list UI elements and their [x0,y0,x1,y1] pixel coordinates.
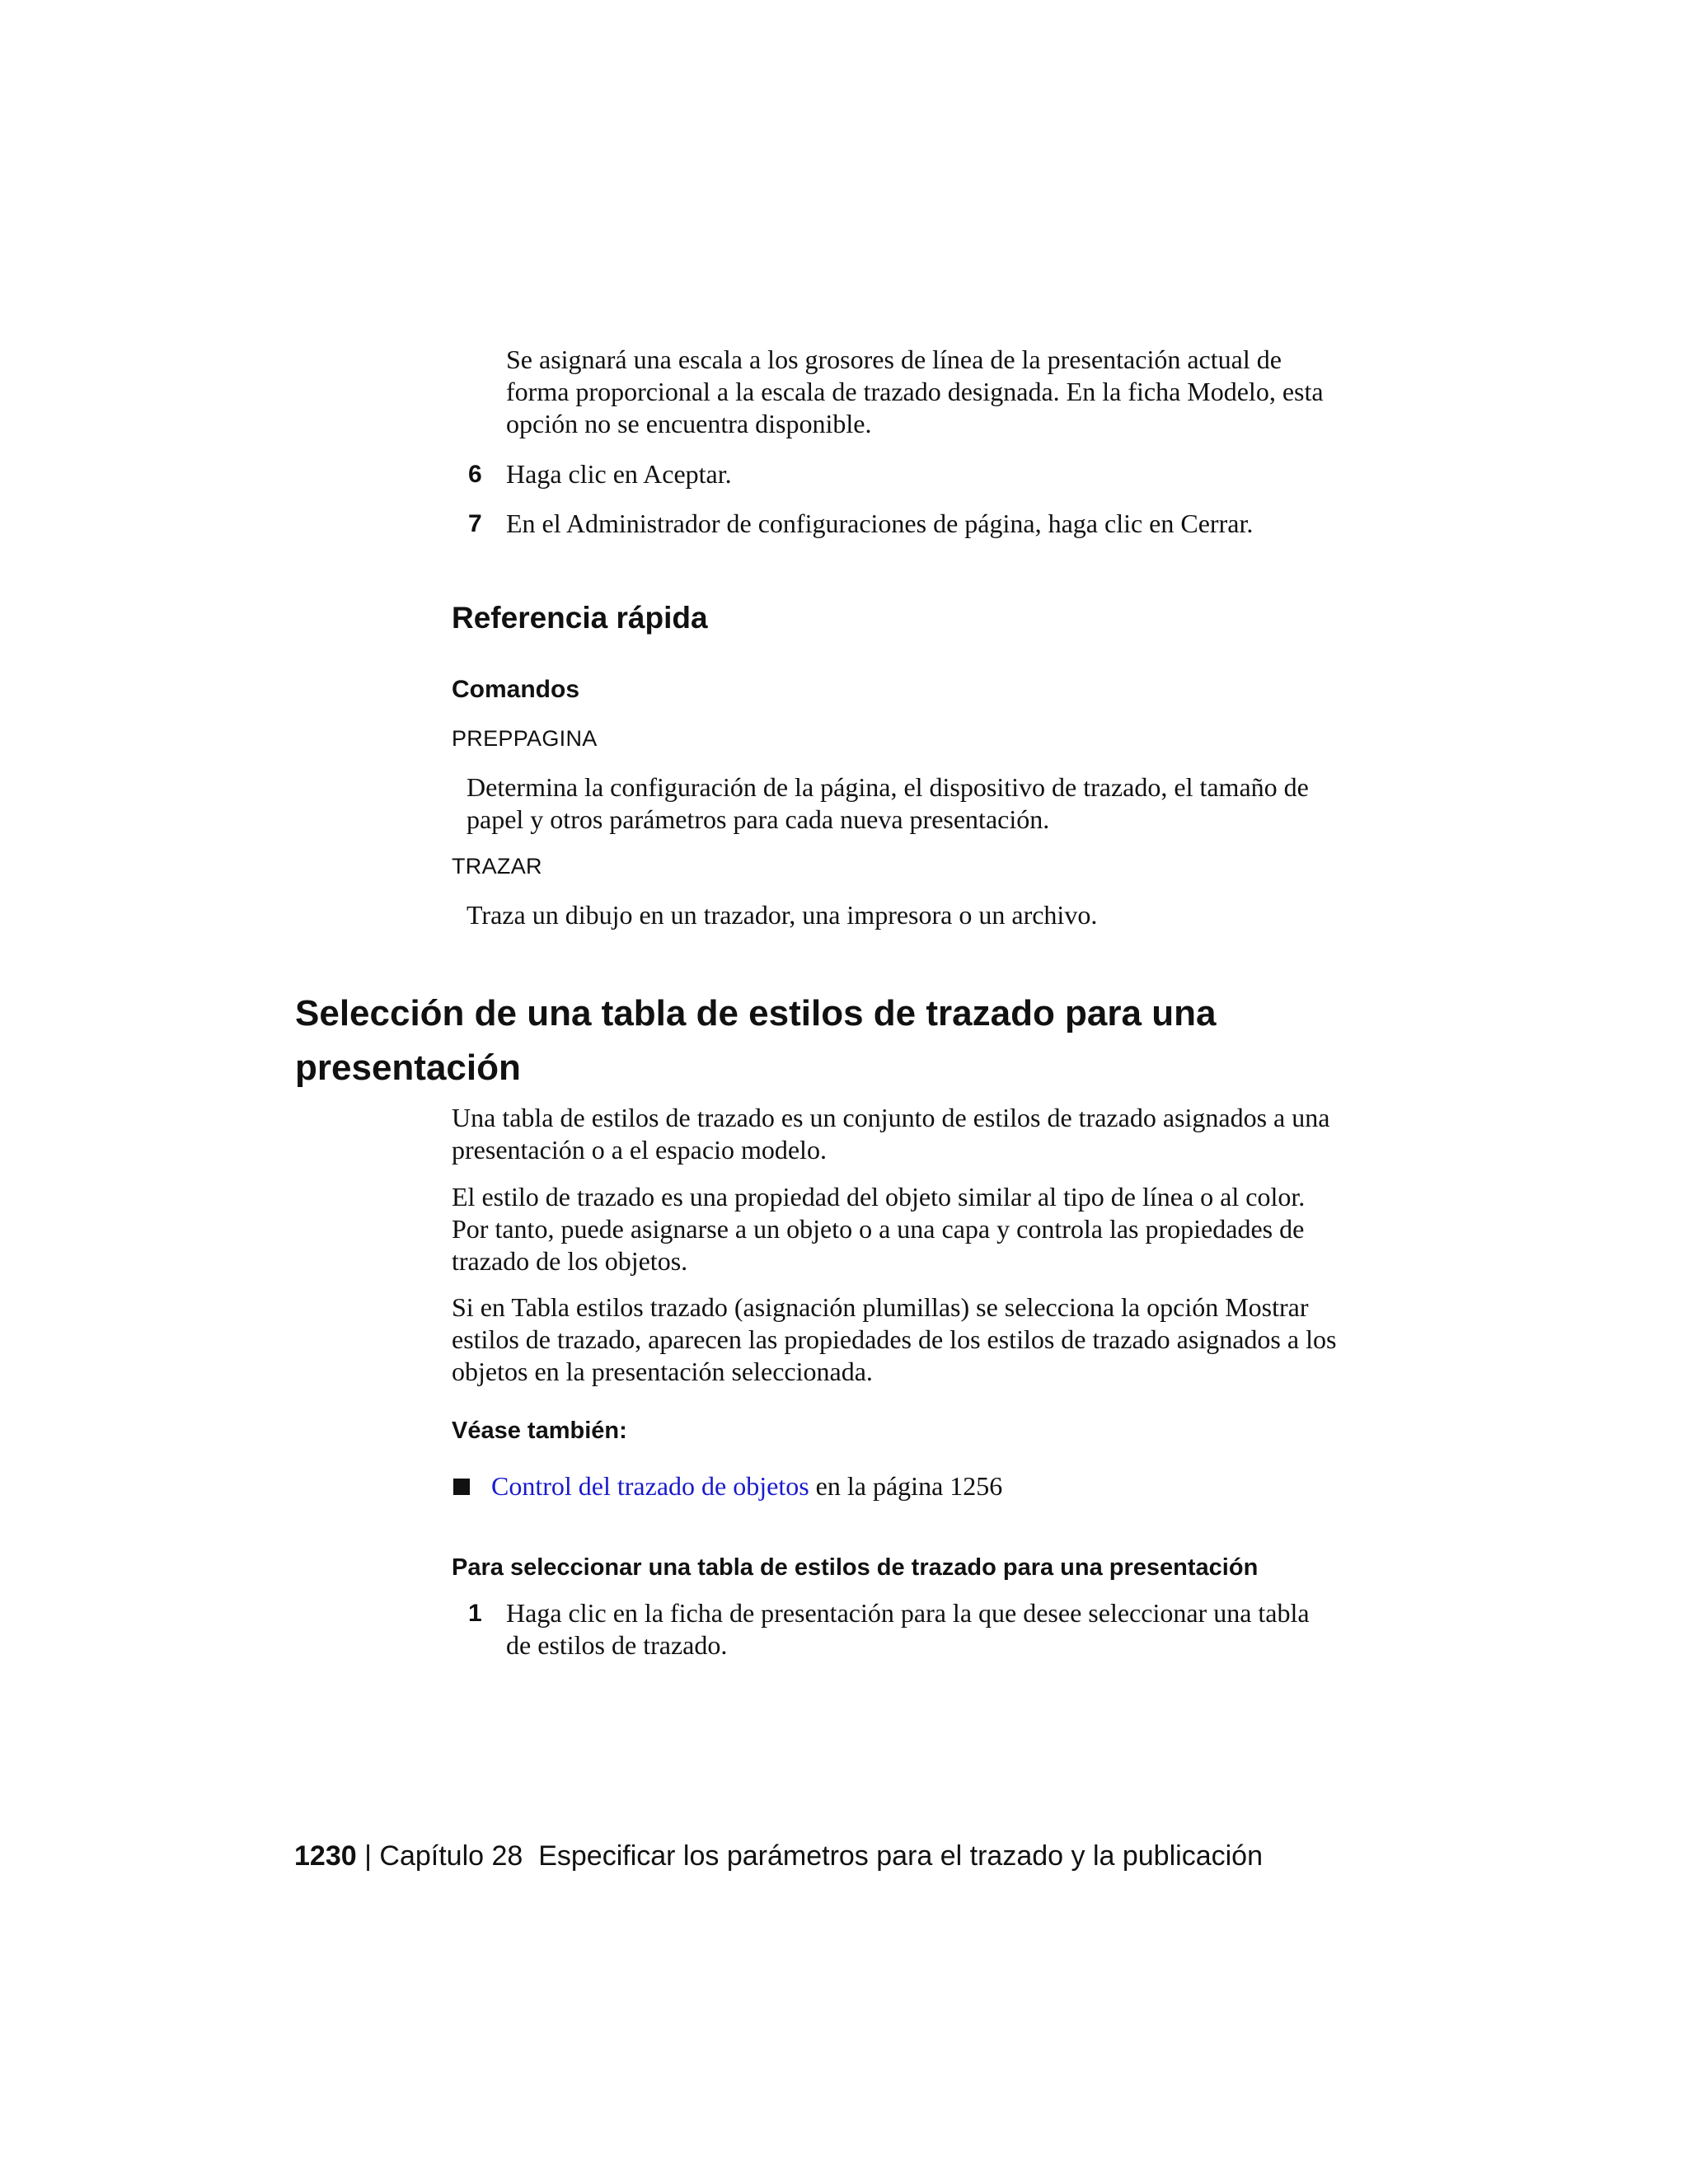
section-paragraph: El estilo de trazado es una propiedad del objeto similar al tipo de línea o al color. Por tanto, puede asignarse a un objeto o a una capa y controla las propiedades de trazado de los objetos. [452,1182,1306,1276]
see-also-link[interactable]: Control del trazado de objetos [491,1471,809,1501]
chapter-title: Especificar los parámetros para el trazado y la publicación [538,1840,1263,1872]
intro-paragraph: Se asignará una escala a los grosores de línea de la presentación actual de forma proporcional a la escala de trazado designada. En la ficha Modelo, esta opción no se encuentra disponible. [506,344,1324,438]
chapter-label: Capítulo 28 [379,1840,523,1872]
step-number: 6 [468,461,482,488]
command-description: Determina la configuración de la página, el dispositivo de trazado, el tamaño de papel y otros parámetros para cada nueva presentación. [467,772,1309,834]
see-also-item [491,1470,1340,1502]
command-name: TRAZAR [452,854,542,879]
page-number: 1230 [294,1840,357,1872]
section-title [295,987,1367,1095]
page-footer [294,1838,1448,1874]
section-title-line1: Selección de una tabla de estilos de trazado para una [295,993,1217,1033]
bullet-square-icon [453,1479,470,1495]
section-paragraph: Si en Tabla estilos trazado (asignación plumillas) se selecciona la opción Mostrar estilos de trazado, aparecen las propiedades de los estilos de trazado asignados a los objetos en la presentación seleccionada. [452,1292,1337,1386]
procedure-heading: Para seleccionar una tabla de estilos de trazado para una presentación [452,1554,1259,1581]
step-text: Haga clic en la ficha de presentación para la que desee seleccionar una tabla de estilos de trazado. [506,1598,1310,1660]
commands-heading: Comandos [452,676,580,703]
quick-reference-heading: Referencia rápida [452,601,708,635]
step-text: Haga clic en Aceptar. [506,459,732,489]
command-name: PREPPAGINA [452,726,598,751]
see-also-page-reference: en la página 1256 [809,1471,1003,1501]
step-text: En el Administrador de configuraciones de página, haga clic en Cerrar. [506,509,1254,538]
step-number: 7 [468,510,482,537]
section-paragraph: Una tabla de estilos de trazado es un conjunto de estilos de trazado asignados a una presentación o a el espacio modelo. [452,1103,1330,1165]
section-title-line2: presentación [295,1047,521,1088]
footer-separator: | [364,1840,372,1872]
step-number: 1 [468,1600,482,1627]
see-also-heading: Véase también: [452,1418,627,1444]
command-description: Traza un dibujo en un trazador, una impresora o un archivo. [467,900,1098,930]
